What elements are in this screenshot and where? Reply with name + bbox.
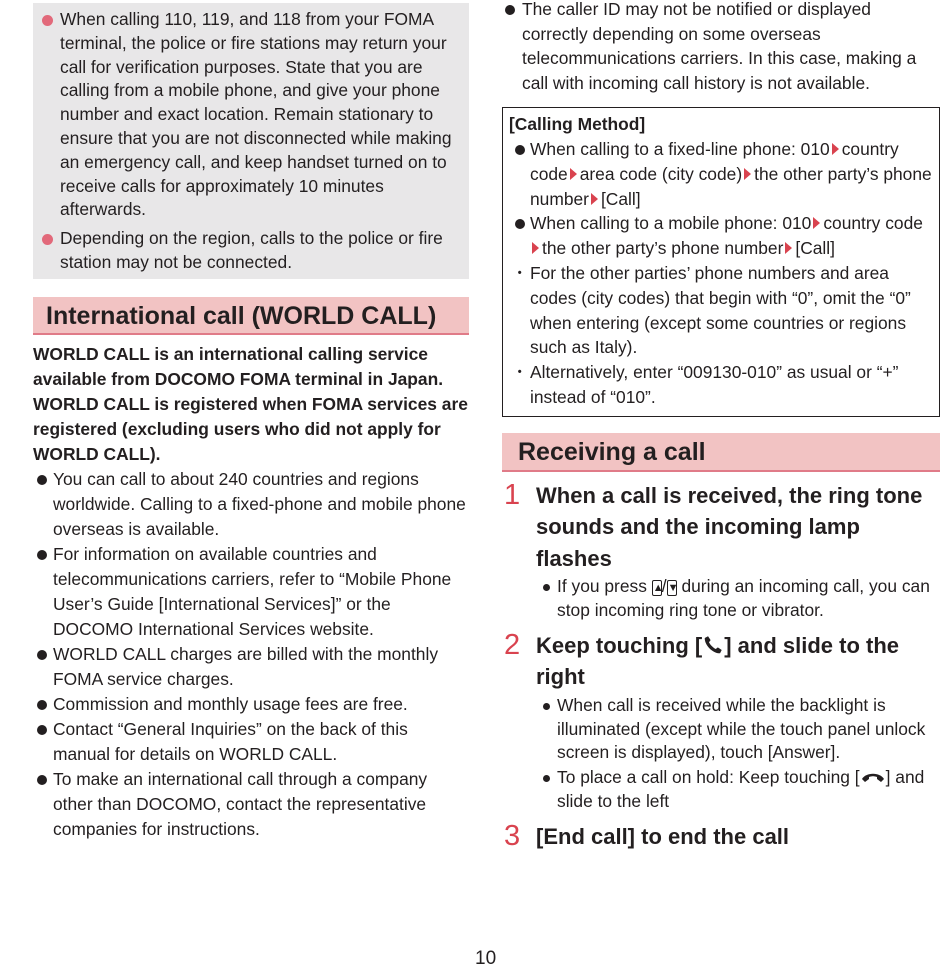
black-dot-icon: [543, 775, 550, 782]
list-item: Commission and monthly usage fees are free.: [33, 692, 469, 717]
red-triangle-arrow-icon: [570, 168, 577, 180]
emergency-note-item: When calling 110, 119, and 118 from your FOMA terminal, the police or fire stations may return your call for verification purposes. State that you are calling from a mobile phone, and give your phone number and exact location. Remain stationary to ensure that you are not disconnected while making an emergency call, and keep handset turned on to receive calls for approximately 10 minutes afterwards.: [41, 8, 459, 222]
right-column: [502, 0, 940, 852]
step-sub-item: To place a call on hold: Keep touching [ ] and slide to the left: [536, 766, 940, 814]
world-call-list: [33, 467, 469, 842]
pink-dot-icon: [42, 15, 53, 26]
caller-id-note: The caller ID may not be notified or displayed correctly depending on some overseas telecommunications carriers. In this case, making a call with incoming call history is not available.: [502, 0, 940, 95]
calling-method-title: [Calling Method]: [509, 114, 646, 134]
red-triangle-arrow-icon: [813, 217, 820, 229]
step-2: [502, 630, 940, 814]
red-triangle-arrow-icon: [744, 168, 751, 180]
pink-dot-icon: [42, 234, 53, 245]
black-dot-icon: [543, 584, 550, 591]
black-dot-icon: [515, 219, 525, 229]
black-dot-icon: [37, 700, 47, 710]
black-dot-icon: [37, 650, 47, 660]
black-dot-icon: [37, 550, 47, 560]
calling-method-mobile: When calling to a mobile phone: 010 country codethe other party’s phone number [Call]: [509, 211, 933, 261]
step-number: 3: [504, 819, 521, 852]
red-triangle-arrow-icon: [785, 242, 792, 254]
step-title: [End call] to end the call: [536, 823, 790, 849]
calling-method-note: ・ Alternatively, enter “009130-010” as usual or “+” instead of “010”.: [511, 362, 899, 407]
calling-method-box: [502, 107, 940, 417]
middle-dot-mark: ・: [511, 262, 529, 283]
list-item: You can call to about 240 countries and regions worldwide. Calling to a fixed-phone and mobile phone overseas is available.: [33, 467, 469, 542]
middle-dot-mark: ・: [511, 362, 529, 383]
section-title-receiving-call: Receiving a call: [502, 433, 940, 472]
page-number: 10: [475, 948, 497, 969]
left-column: [33, 3, 469, 842]
calling-method-note: ・ For the other parties’ phone numbers and area codes (city codes) that begin with “0”, omit the “0” when entering (except some countries or regions such as Italy).: [511, 262, 911, 358]
black-dot-icon: [37, 475, 47, 485]
section-title-international-call: International call (WORLD CALL): [33, 297, 469, 335]
list-item: For information on available countries and telecommunications carriers, refer to “Mobile Phone User’s Guide [International Services]” or the DOCOMO International Services website.: [33, 542, 469, 642]
step-number: 2: [504, 628, 521, 661]
step-3: [502, 821, 940, 853]
emergency-note-item: Depending on the region, calls to the police or fire station may not be connected.: [41, 227, 459, 275]
emergency-note-box: [33, 3, 469, 279]
list-item: Contact “General Inquiries” on the back of this manual for details on WORLD CALL.: [33, 717, 469, 767]
phone-hold-icon: [860, 770, 886, 784]
black-dot-icon: [505, 5, 515, 15]
side-key-icon: ▼: [667, 582, 679, 595]
phone-handset-icon: [702, 634, 724, 656]
black-dot-icon: [543, 703, 550, 710]
step-number: 1: [504, 478, 521, 511]
intro-text: WORLD CALL is an international calling service available from DOCOMO FOMA terminal in Japan. WORLD CALL is registered when FOMA services are registered (excluding users who did not apply for WORLD CALL).: [33, 343, 468, 464]
red-triangle-arrow-icon: [591, 193, 598, 205]
step-1: [502, 480, 940, 623]
red-triangle-arrow-icon: [532, 242, 539, 254]
black-dot-icon: [515, 145, 525, 155]
list-item: To make an international call through a company other than DOCOMO, contact the representative companies for instructions.: [33, 767, 469, 842]
black-dot-icon: [37, 775, 47, 785]
calling-method-fixed: When calling to a fixed-line phone: 010 country code area code (city code) the other party’s phone number [Call]: [509, 137, 933, 211]
black-dot-icon: [37, 725, 47, 735]
list-item: WORLD CALL charges are billed with the monthly FOMA service charges.: [33, 642, 469, 692]
side-key-icon: ▲: [652, 582, 664, 595]
step-sub-item: If you press ▲/▼ during an incoming call, you can stop incoming ring tone or vibrator.: [536, 575, 940, 623]
step-title: Keep touching [ ] and slide to the right: [536, 632, 900, 690]
step-title: When a call is received, the ring tone sounds and the incoming lamp flashes: [536, 482, 923, 571]
step-sub-item: When call is received while the backlight is illuminated (except while the touch panel unlock screen is displayed), touch [Answer].: [536, 694, 940, 765]
red-triangle-arrow-icon: [832, 143, 839, 155]
